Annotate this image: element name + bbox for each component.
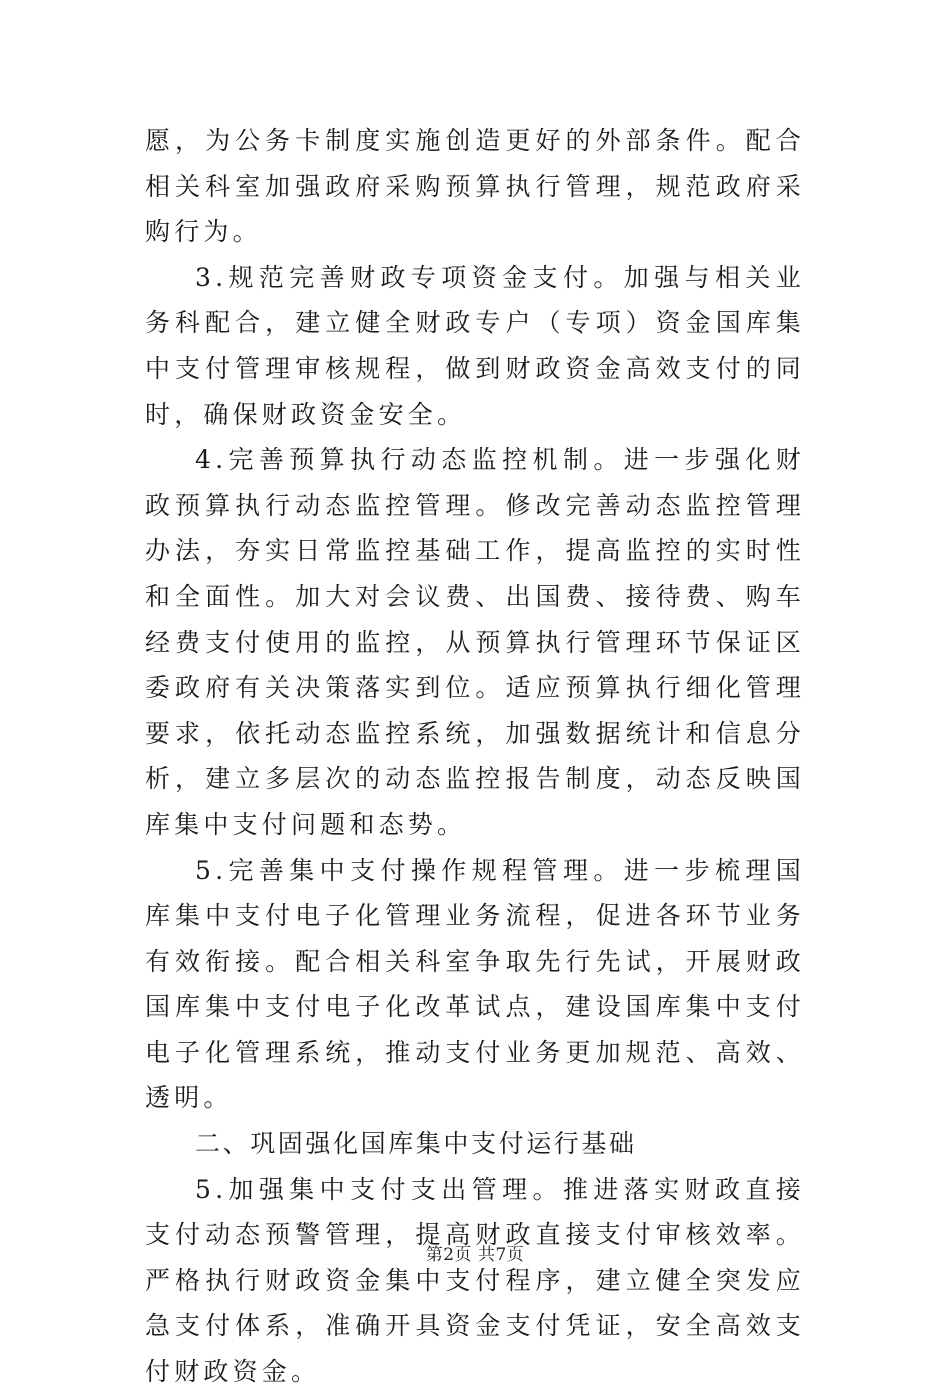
paragraph-item-4: 4.完善预算执行动态监控机制。进一步强化财政预算执行动态监控管理。修改完善动态监控管理办法，夯实日常监控基础工作，提高监控的实时性和全面性。加大对会议费、出国费、接待费、购车经费支付使用的监控，从预算执行管理环节保证区委政府有关决策落实到位。适应预算执行细化管理要求，依托动态监控系统，加强数据统计和信息分析，建立多层次的动态监控报告制度，动态反映国库集中支付问题和态势。 <box>145 445 805 839</box>
paragraph-item-5: 5.完善集中支付操作规程管理。进一步梳理国库集中支付电子化管理业务流程，促进各环节业务有效衔接。配合相关科室争取先行先试，开展财政国库集中支付电子化改革试点，建设国库集中支付电子化管理系统，推动支付业务更加规范、高效、透明。 <box>145 855 805 1113</box>
document-body <box>145 118 805 1395</box>
section-heading: 二、巩固强化国库集中支付运行基础 <box>195 1129 637 1159</box>
page-footer: 第2页 共7页 <box>425 1245 525 1265</box>
paragraph-item-3: 3.规范完善财政专项资金支付。加强与相关业务科配合，建立健全财政专户（专项）资金国库集中支付管理审核规程，做到财政资金高效支付的同时，确保财政资金安全。 <box>145 262 805 429</box>
paragraph-item-5-second: 5.加强集中支付支出管理。推进落实财政直接支付动态预警管理，提高财政直接支付审核效率。严格执行财政资金集中支付程序，建立健全突发应急支付体系，准确开具资金支付凭证，安全高效支付财政资金。 <box>145 1174 805 1387</box>
paragraph-continuation: 愿，为公务卡制度实施创造更好的外部条件。配合相关科室加强政府采购预算执行管理，规范政府采购行为。 <box>145 126 805 247</box>
